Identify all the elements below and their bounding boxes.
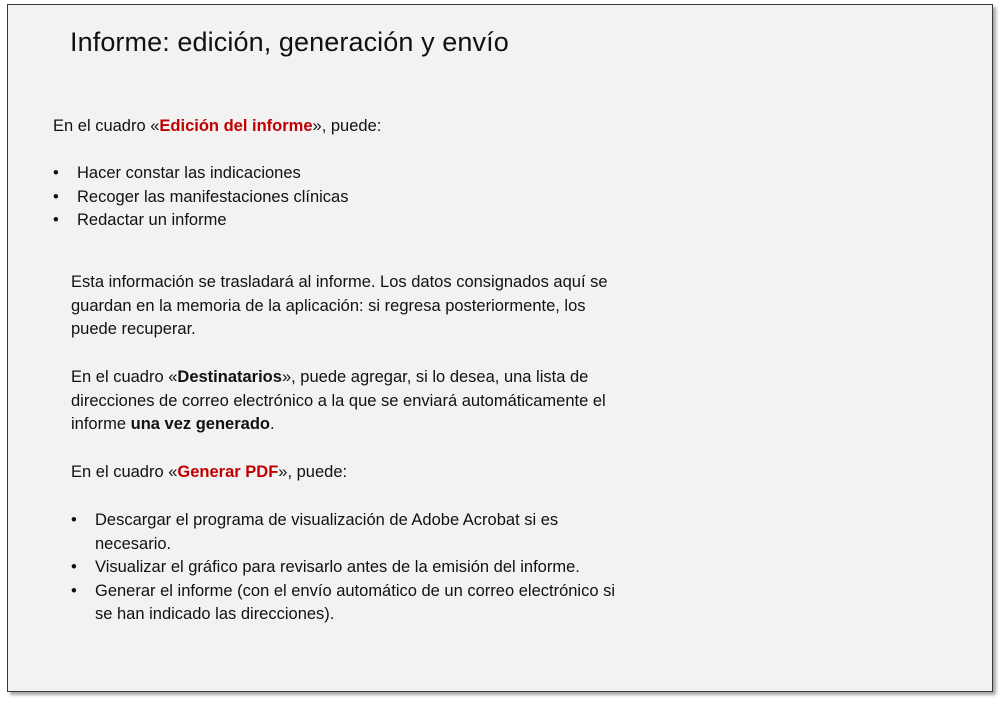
destinatarios-paragraph [71, 366, 606, 437]
edicion-intro-suffix: », puede: [312, 117, 382, 135]
memoria-paragraph [71, 271, 608, 342]
list-item-text-line: Descargar el programa de visualización de Adobe Acrobat si es [95, 511, 559, 529]
list-item [53, 209, 348, 233]
generar-intro-prefix: En el cuadro « [71, 463, 178, 481]
edicion-intro-prefix: En el cuadro « [53, 117, 160, 135]
list-item-text: Redactar un informe [77, 211, 227, 229]
destinatarios-line-3-prefix: informe [71, 415, 131, 433]
generar-pdf-intro [71, 461, 347, 485]
destinatarios-line-3-suffix: . [269, 415, 275, 433]
destinatarios-line-2: direcciones de correo electrónico a la que se enviará automáticamente el [71, 391, 606, 410]
bullet-icon: • [53, 164, 59, 182]
slide-title: Informe: edición, generación y envío [70, 27, 509, 57]
list-item-text-line: Generar el informe (con el envío automático de un correo electrónico si [95, 581, 616, 600]
list-item-text-line: se han indicado las direcciones). [95, 605, 335, 623]
generar-intro-suffix: », puede: [278, 463, 348, 481]
destinatarios-line-1-suffix: », puede agregar, si lo desea, una lista de [281, 368, 589, 386]
bullet-icon: • [53, 211, 59, 229]
list-item [53, 162, 348, 186]
memoria-line-2: guardan en la memoria de la aplicación: si regresa posteriormente, los [71, 296, 586, 315]
destinatarios-highlight: Destinatarios [177, 368, 282, 386]
destinatarios-prefix: En el cuadro « [71, 368, 178, 386]
bullet-icon: • [71, 581, 77, 600]
bullet-icon: • [71, 511, 77, 529]
destinatarios-bold: una vez generado [130, 415, 270, 433]
list-item [71, 509, 615, 556]
memoria-line-1: Esta información se trasladará al informe. Los datos consignados aquí se [71, 273, 608, 291]
list-item-text-line: Visualizar el gráfico para revisarlo antes de la emisión del informe. [95, 558, 580, 576]
memoria-line-3: puede recuperar. [71, 320, 196, 338]
generar-pdf-highlight: Generar PDF [177, 463, 279, 481]
slide [7, 4, 993, 692]
bullet-icon: • [71, 558, 77, 576]
edicion-highlight: Edición del informe [159, 117, 313, 135]
edicion-intro [53, 115, 381, 139]
list-item [53, 186, 348, 210]
generar-bullet-list [71, 509, 615, 627]
list-item-text-line: necesario. [95, 534, 172, 553]
edicion-bullet-list [53, 162, 348, 233]
list-item [71, 556, 615, 580]
list-item-text: Recoger las manifestaciones clínicas [77, 187, 349, 206]
list-item [71, 580, 615, 627]
list-item-text: Hacer constar las indicaciones [77, 164, 301, 182]
bullet-icon: • [53, 187, 59, 206]
